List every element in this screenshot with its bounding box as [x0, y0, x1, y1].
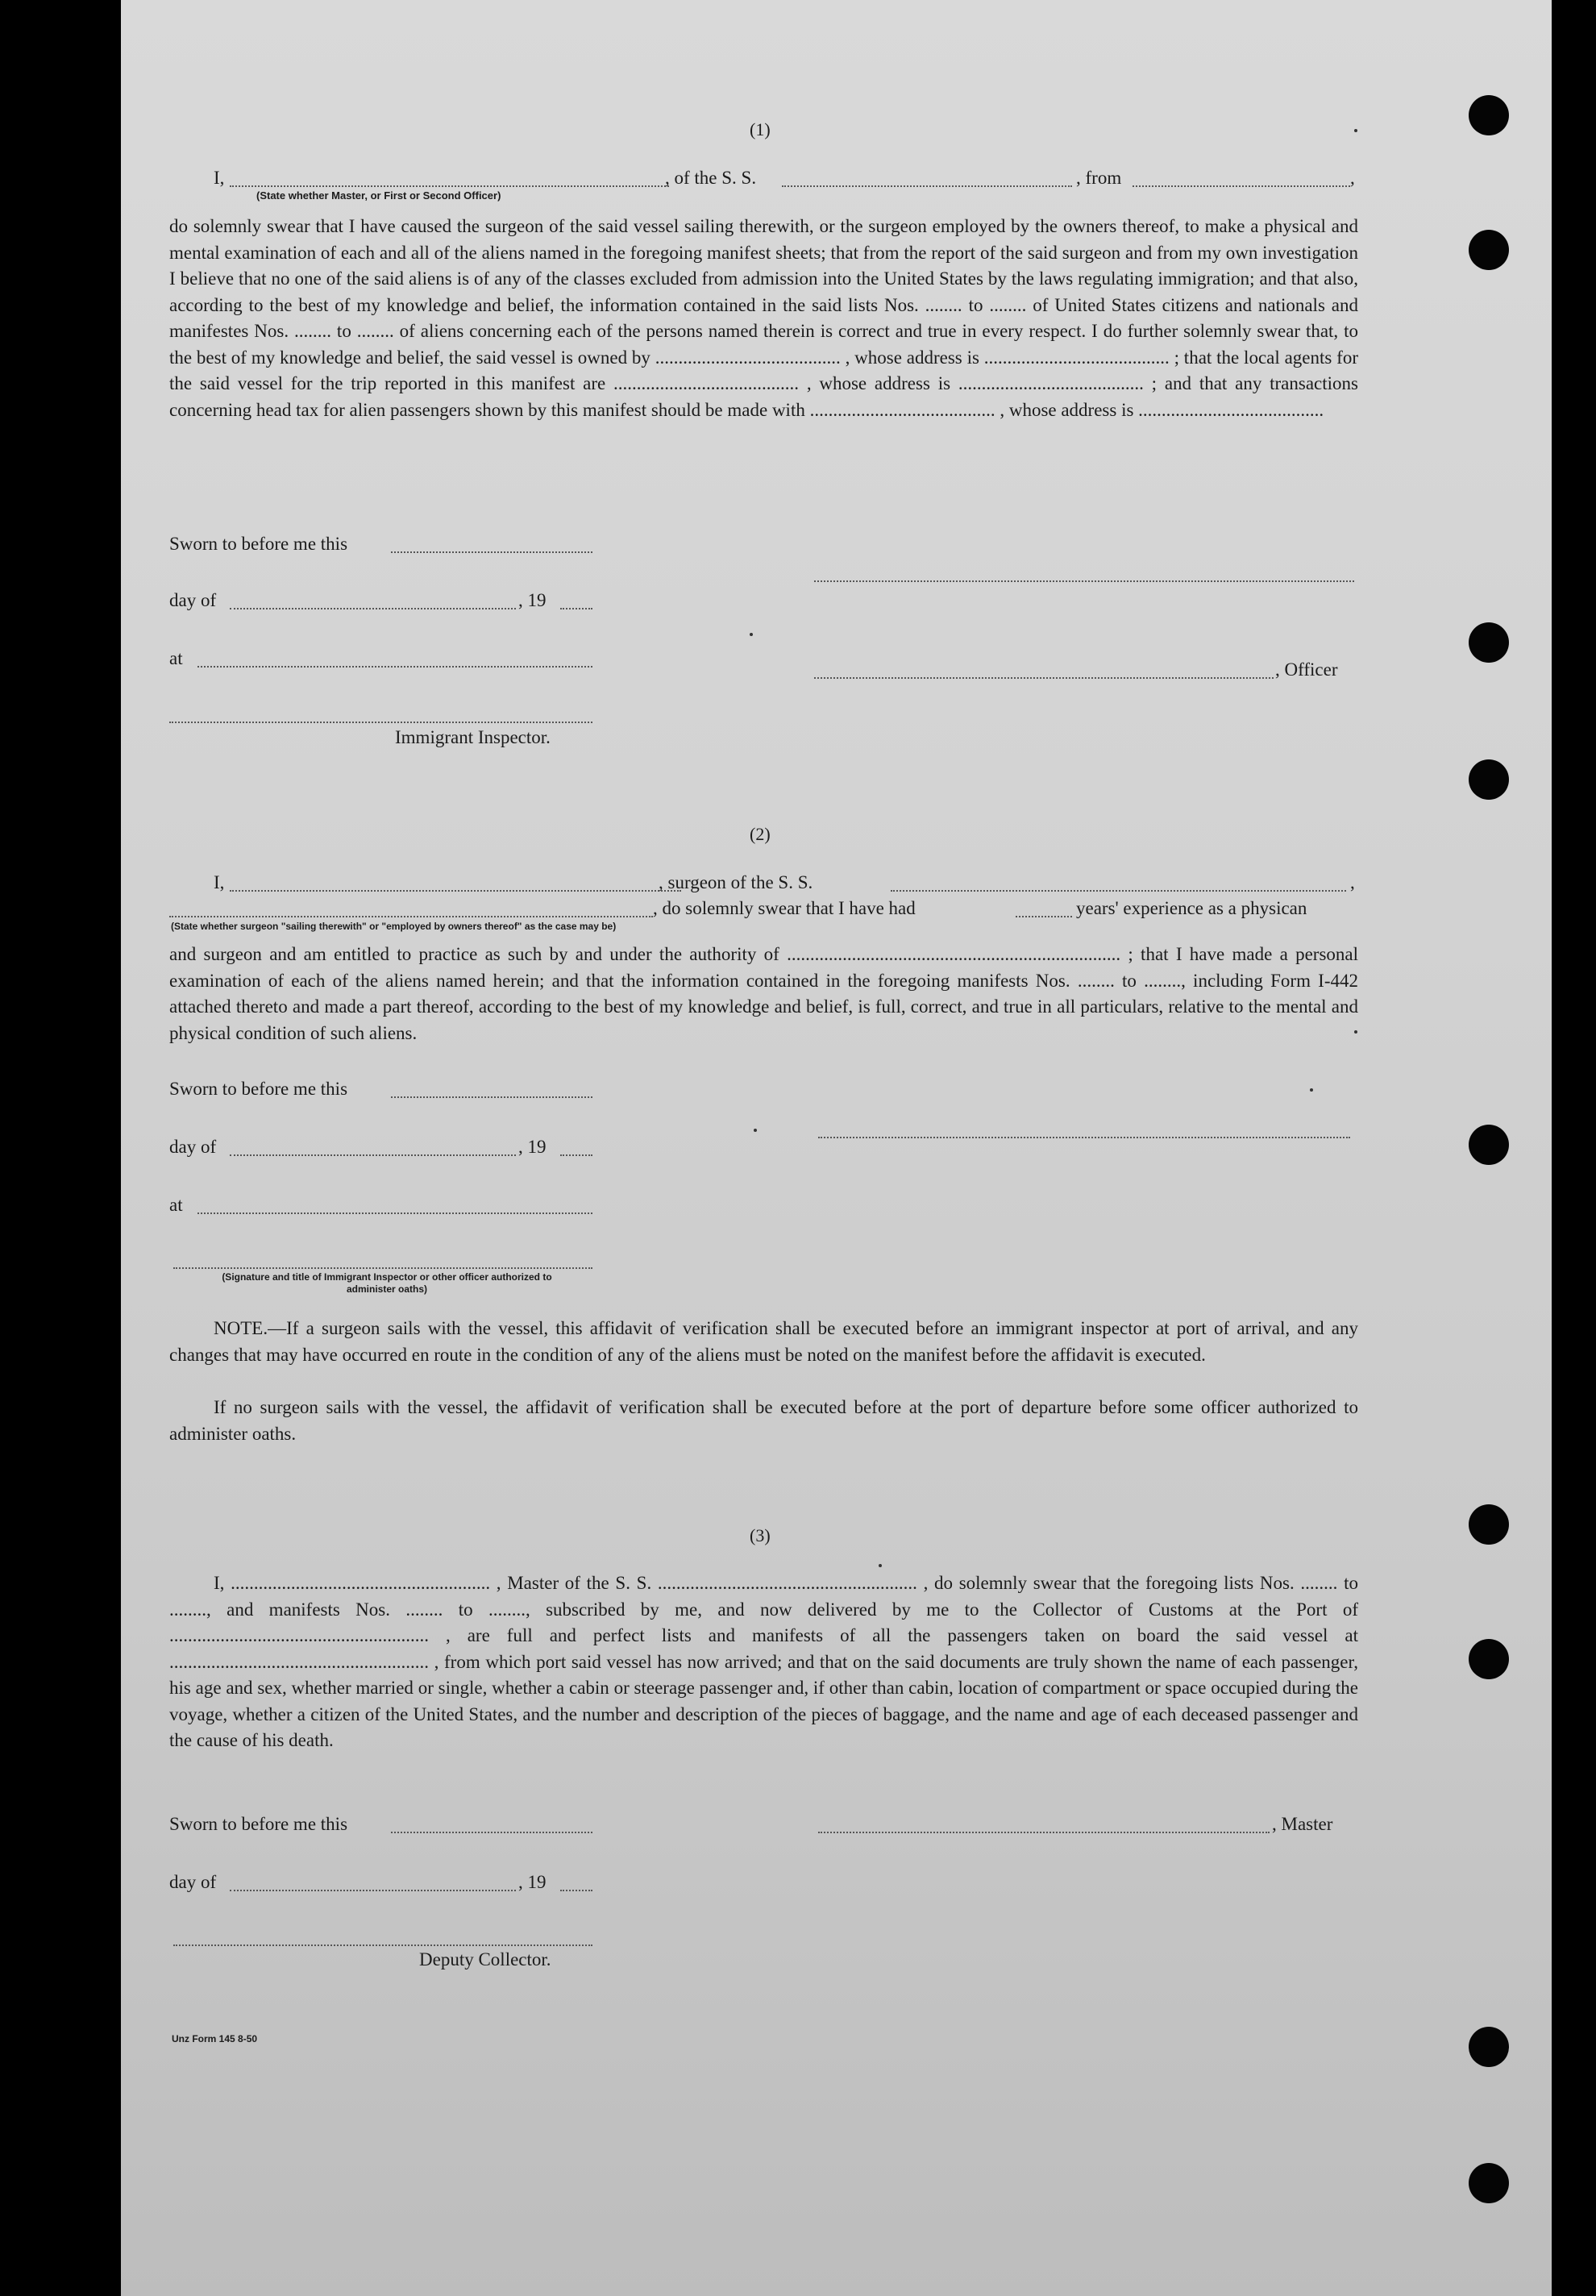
year-label: , 19	[518, 590, 547, 610]
punch-hole	[1469, 95, 1509, 135]
blank-year	[560, 1890, 592, 1891]
blank-day-of	[230, 1154, 516, 1156]
blank-vessel-name	[782, 185, 1072, 187]
note-paragraph-2: If no surgeon sails with the vessel, the affidavit of verification shall be executed before at the port of departure before some officer authorized to administer oaths.	[169, 1397, 1358, 1444]
punch-hole	[1469, 2163, 1509, 2203]
punch-hole	[1469, 2027, 1509, 2067]
blank-sworn-date	[391, 1832, 592, 1833]
section-number: (2)	[750, 824, 771, 844]
blank-day-of	[230, 608, 516, 609]
punch-hole	[1469, 230, 1509, 270]
label-years-experience: years' experience as a physican	[1076, 898, 1307, 918]
label-surgeon-of: , surgeon of the S. S.	[659, 872, 813, 892]
form-page	[121, 0, 1552, 2296]
blank-inspector	[169, 722, 592, 723]
collector-label: Deputy Collector.	[419, 1949, 551, 1969]
speck	[1310, 1088, 1313, 1092]
surgeon-note: (State whether surgeon "sailing therewith" or "employed by owners thereof" as the case may be)	[171, 921, 617, 932]
section1-paragraph: do solemnly swear that I have caused the surgeon of the said vessel sailing therewith, or the surgeon employed by the owners thereof, to make a physical and mental examination of each and all of the aliens named in the foregoing manifest sheets; that from the report of the said surgeon and from my own investigation I believe that no one of the said aliens is of any of the classes excluded from admission into the United States by the laws regulating immigration; and that also, according to the best of my knowledge and belief, the information contained in the said lists Nos. ........ to ........ of United States citizens and nationals and manifestes Nos. ........ to ........ of aliens concerning each of the persons named therein is correct and true in every respect. I do further solemnly swear that, to the best of my knowledge and belief, the said vessel is owned by ........................................ , whose address is ........................................ ; that the local agents for the said vessel for the trip reported in this manifest are ........................................ , whose address is ........................................ ; and that any transactions concerning head tax for alien passengers shown by this manifest should be made with ........................................ , whose address is ........................................	[169, 216, 1358, 420]
blank-years	[1016, 916, 1072, 917]
section-number: (3)	[750, 1525, 771, 1545]
label-comma: ,	[1350, 872, 1355, 892]
form-number: Unz Form 145 8-50	[172, 2033, 258, 2044]
blank-surgeon-name	[230, 890, 681, 892]
master-label: , Master	[1272, 1814, 1333, 1834]
speck	[1354, 129, 1357, 132]
section2-paragraph: and surgeon and am entitled to practice as such by and under the authority of ........................................................................ ; that I have made a personal examination of each of the aliens named herein; and that the information contained in the foregoing manifests Nos. ........ to ........, including Form I-442 attached thereto and made a part thereof, according to the best of my knowledge and belief, is full, correct, and true in all particulars, relative to the mental and physical condition of such aliens.	[169, 944, 1358, 1043]
blank-year	[560, 608, 592, 609]
label-i: I,	[214, 872, 225, 892]
blank-year	[560, 1154, 592, 1156]
blank-at-place	[197, 1212, 592, 1214]
sworn-label: Sworn to before me this	[169, 534, 348, 554]
punch-hole	[1469, 1639, 1509, 1679]
label-of-the-ss: , of the S. S.	[665, 168, 757, 188]
blank-vessel-name	[891, 890, 1346, 892]
speck	[754, 1129, 757, 1132]
punch-hole	[1469, 1504, 1509, 1545]
blank-surgeon-type	[169, 916, 653, 917]
day-of-label: day of	[169, 1137, 217, 1157]
blank-sworn-date	[391, 551, 592, 553]
speck	[879, 1564, 882, 1567]
blank-officer-name	[230, 185, 669, 187]
speck	[750, 633, 753, 636]
year-label: , 19	[518, 1137, 547, 1157]
inspector-label: Immigrant Inspector.	[395, 727, 551, 747]
section-number: (1)	[750, 119, 771, 139]
blank-sworn-date	[391, 1096, 592, 1098]
year-label: , 19	[518, 1872, 547, 1892]
at-label: at	[169, 1195, 183, 1215]
label-from: , from	[1076, 168, 1122, 188]
sworn-label: Sworn to before me this	[169, 1079, 348, 1099]
blank-signature-line	[818, 1137, 1350, 1138]
label-comma: ,	[1350, 168, 1355, 188]
blank-collector-sig	[173, 1945, 592, 1946]
punch-hole	[1469, 622, 1509, 663]
signature-note: (Signature and title of Immigrant Inspector or other officer authorized to administer oaths)	[222, 1271, 552, 1295]
section3-paragraph: I, ........................................................ , Master of the S. S. ........................................................ , do solemnly swear that the foregoing lists Nos. ........ to ........, and manifests Nos. ........ to ........, subscribed by me, and now delivered by me to the Collector of Customs at the Port of ........................................................ , are full and perfect lists and manifests of all the passengers taken on board the said vessel at ........................................................ , from which port said vessel has now arrived; and that on the said documents are truly shown the name of each passenger, his age and sex, whether married or single, whether a cabin or steerage passenger and, if other than cabin, location of compartment or space occupied during the voyage, whether a citizen of the United States, and the number and description of the pieces of baggage, and the name and age of each deceased passenger and the cause of his death.	[169, 1573, 1358, 1750]
note-paragraph-1: NOTE.—If a surgeon sails with the vessel, this affidavit of verification shall be executed before an immigrant inspector at port of arrival, and any changes that may have occurred en route in the condition of any of the aliens must be noted on the manifest before the affidavit is executed.	[169, 1318, 1358, 1365]
blank-inspector-sig	[173, 1267, 592, 1269]
blank-master-sig	[818, 1832, 1270, 1833]
label-i: I,	[214, 168, 225, 188]
officer-note: (State whether Master, or First or Second Officer)	[256, 189, 501, 202]
sworn-label: Sworn to before me this	[169, 1814, 348, 1834]
day-of-label: day of	[169, 590, 217, 610]
blank-at-place	[197, 666, 592, 668]
blank-from-port	[1133, 185, 1350, 187]
blank-signature-line	[814, 580, 1354, 582]
officer-label: , Officer	[1275, 659, 1338, 680]
punch-hole	[1469, 759, 1509, 800]
blank-day-of	[230, 1890, 516, 1891]
day-of-label: day of	[169, 1872, 217, 1892]
blank-officer-sig	[814, 677, 1274, 679]
at-label: at	[169, 648, 183, 668]
punch-hole	[1469, 1125, 1509, 1165]
label-do-swear: , do solemnly swear that I have had	[653, 898, 916, 918]
